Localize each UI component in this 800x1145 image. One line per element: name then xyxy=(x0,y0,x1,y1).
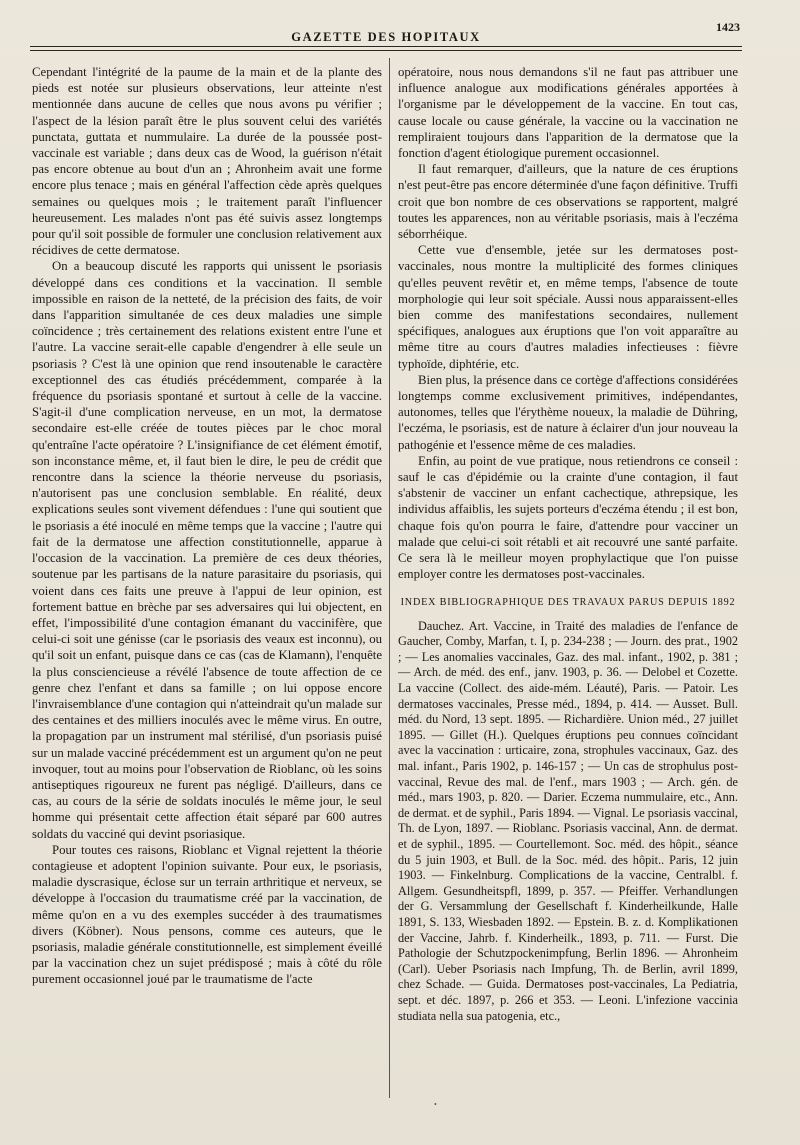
right-paragraph-2: Il faut remarquer, d'ailleurs, que la nature de ces éruptions n'est peut-être pas encore déterminée d'une façon définitive. Truffi croit que bon nombre de ces observations se rapportent, malgré toutes les apparences, non au véritable psoriasis, mais à l'eczéma séborrhéique. xyxy=(398,162,738,242)
journal-title: GAZETTE DES HOPITAUX xyxy=(291,30,481,44)
left-paragraph-3: Pour toutes ces raisons, Rioblanc et Vignal rejettent la théorie contagieuse et adoptent l'opinion suivante. Pour eux, le psoriasis, maladie dyscrasique, éclose sur un terrain arthritique et nerveux, se développe à l'occasion du traumatisme créé par la vaccination, de même qu'on en a vu des exemples succéder à des traumatismes divers (Köbner). Nous pensons, comme ces auteurs, que le psoriasis, maladie générale constitutionnelle, est simplement éveillé par la vaccination chez un sujet prédisposé ; mais à côté du rôle purement occasionnel joué par le traumatisme de l'acte xyxy=(32,842,382,987)
page-header xyxy=(30,20,742,46)
bibliography-text: Dauchez. Art. Vaccine, in Traité des maladies de l'enfance de Gaucher, Comby, Marfan, t. I, p. 234-238 ; — Journ. des prat., 1902 ; — Les anomalies vaccinales, Gaz. des mal. infant., 1902, p. 381 ; — Arch. de méd. des enf., janv. 1903, p. 36. — Delobel et Cozette. La vaccine (Collect. des aide-mém. Léauté), Paris. — Patoir. Les dermatoses vaccinales, Presse méd., 1894, p. 414. — Ausset. Bull. méd. du Nord, 13 sept. 1895. — Richardière. Union méd., 27 juillet 1895. — Gillet (H.). Quelques éruptions peu connues coïncidant avec la vaccination : urticaire, zona, strophules vaccinaux, Gaz. des mal. infant., Paris 1902, p. 146-157 ; — Un cas de strophulus post-vaccinal, Revue des mal. de l'enf., mars 1903 ; — Arch. gén. de méd., mars 1903, p. 820. — Darier. Eczema nummulaire, etc., Ann. de dermat. et de syphil., Paris 1894. — Vignal. Le psoriasis vaccinal, Th. de Lyon, 1897. — Rioblanc. Psoriasis vaccinal, Ann. de dermat. et de syphil., 1895. — Courtellemont. Soc. méd. des hôpit., séance du 5 juin 1903, et Bull. de la Soc. méd. des hôpit.. Paris, 12 juin 1903. — Finkelnburg. Complications de la vaccine, Centralbl. f. Allgem. Gesundheitspfl, 1899, p. 357. — Pfeiffer. Verhandlungen der G. Versammlung der Gesellschaft f. Kinderheilkunde, Halle 1891, S. 133, Wiesbaden 1892. — Epstein. B. z. d. Komplikationen der Vaccine, Jahrb. f. Kinderheilk., 1893, p. 711. — Furst. Die Pathologie der Schutzpockenimpfung, Berlin 1896. — Ahronheim (Carl). Ueber Psoriasis nach Impfung, Th. de Berlin, avril 1899, chez Schade. — Guida. Dermatoses post-vaccinales, La Pediatria, sept. et déc. 1897, p. 266 et 353. — Leoni. L'infezione vaccinia studiata nella sua patogenia, etc., xyxy=(398,618,738,1023)
left-paragraph-2: On a beaucoup discuté les rapports qui unissent le psoriasis développé dans ces conditions et la vaccination. Il semble impossible en raison de la netteté, de la précision des faits, de voir dans l'apparition simultanée de ces deux maladies une simple coïncidence ; très certainement des relations existent entre l'une et l'autre. La vaccine serait-elle capable d'engendrer à elle seule un psoriasis ? C'est là une opinion que rend insoutenable le caractère exceptionnel des cas étudiés précédemment, comparée à la fréquence du psoriasis spontané et surtout à celle de la vaccine. S'agit-il d'une complication nerveuse, en un mot, la dermatose secondaire est-elle créée de toutes pièces par le choc moral qu'entraîne l'acte opératoire ? L'insignifiance de cet élément émotif, son inconstance même, et, il faut bien le dire, le peu de crédit que rencontre dans la science la théorie nerveuse du psoriasis, n'autorisent pas une conclusion semblable. En réalité, deux explications seules sont vivement défendues : l'une qui soutient que le psoriasis a été inoculé en même temps que la vaccine ; l'autre qui fait de la dermatose une affection constitutionnelle, apparue à l'occasion de la vaccination. La première de ces deux théories, soutenue par les partisans de la nature parasitaire du psoriasis, qui voient dans ces faits une preuve à l'appui de leur opinion, est fortement battue en brèche par ses adversaires qui lui objectent, en effet, l'impossibilité d'une contagion émanant du vaccinifère, que celui-ci soit une génisse (car le psoriasis des veaux est inconnu), ou qu'il soit un enfant, puisque dans ce cas (cas de Klamann), l'enquête la plus consciencieuse a révélé l'absence de toute affection de ce genre chez l'enfant et dans sa famille ; on lui oppose encore l'invraisemblance d'une contagion qui n'atteindrait qu'un malade sur des centaines et des milliers inoculés avec le même virus. En outre, la propagation par un instrument mal stérilisé, d'un psoriasis puisé sur un malade vacciné précédemment est un argument qu'on ne peut invoquer, tout au moins pour l'observation de Rioblanc, où les soins antiseptiques rigoureux ne furent pas négligé. D'ailleurs, dans ce cas, au cours de la série de soldats inoculés le même jour, le seul homme qui présentait cette affection était séparé par 600 autres soldats du vacciné qui devint psoriasique. xyxy=(32,259,382,841)
page-number: 1423 xyxy=(716,20,740,34)
right-paragraph-5: Enfin, au point de vue pratique, nous retiendrons ce conseil : sauf le cas d'épidémie ou la crainte d'une contagion, il faut s'abstenir de vacciner un enfant cachectique, athrepsique, les individus affaiblis, les sujets porteurs d'eczéma étendu ; il est bon, chaque fois qu'on pourra le faire, d'attendre pour vacciner un malade que celui-ci soit rétabli et ait recouvré une santé parfaite. Ce sera là le meilleur moyen prophylactique que l'on puisse employer contre les dermatoses post-vaccinales. xyxy=(398,453,738,582)
right-paragraph-1: opératoire, nous nous demandons s'il ne faut pas attribuer une influence analogue aux modifications générales apportées à l'organisme par le développement de la vaccine. En tout cas, cause locale ou cause générale, la vaccine ou la vaccination ne rempliraient toujours dans l'apparition de la dermatose que la fonction d'agent étiologique purement occasionnel. xyxy=(398,65,738,161)
column-divider xyxy=(389,58,390,1098)
page-mark: • xyxy=(434,1100,437,1109)
left-paragraph-1: Cependant l'intégrité de la paume de la main et de la plante des pieds est notée sur plusieurs observations, leur atteinte n'est mentionnée dans aucune de celles que nous avons pu vérifier ; l'aspect de la lésion paraît être le plus souvent celui des variétés punctata, guttata et nummulaire. La durée de la poussée post-vaccinale est variable ; dans deux cas de Wood, la guérison n'était pas encore obtenue au bout d'un an ; Ahronheim avait une forme encore plus tenace ; mais en général l'affection cède après quelques semaines ou quelques mois ; le traitement paraît l'influencer heureusement. Les malades n'ont pas été suivis assez longtemps pour qu'il soit possible de formuler une conclusion relativement aux récidives de cette dermatose. xyxy=(32,65,382,258)
header-rule-top xyxy=(30,46,742,47)
right-paragraph-3: Cette vue d'ensemble, jetée sur les dermatoses post-vaccinales, nous montre la multiplicité des formes cliniques qu'elles peuvent revêtir et, en même temps, l'absence de toute morphologie qui leur soit spéciale. Aussi nous apparaissent-elles bien comme des manifestations secondaires, nullement spécifiques, analogues aux éruptions que l'on voit apparaître au même titre au cours d'autres maladies infectieuses : fièvre typhoïde, diphtérie, etc. xyxy=(398,243,738,371)
header-rule-bottom xyxy=(30,50,742,51)
left-column xyxy=(32,64,382,988)
right-column xyxy=(398,64,738,1024)
right-paragraph-4: Bien plus, la présence dans ce cortège d'affections considérées longtemps comme exclusivement primitives, indépendantes, autonomes, telles que l'érythème noueux, la maladie de Dühring, l'eczéma, le psoriasis, est de nature à éclairer d'un jour nouveau la pathogénie et l'essence même de ces maladies. xyxy=(398,372,738,452)
bibliography-heading: INDEX BIBLIOGRAPHIQUE DES TRAVAUX PARUS DEPUIS 1892 xyxy=(400,596,736,608)
